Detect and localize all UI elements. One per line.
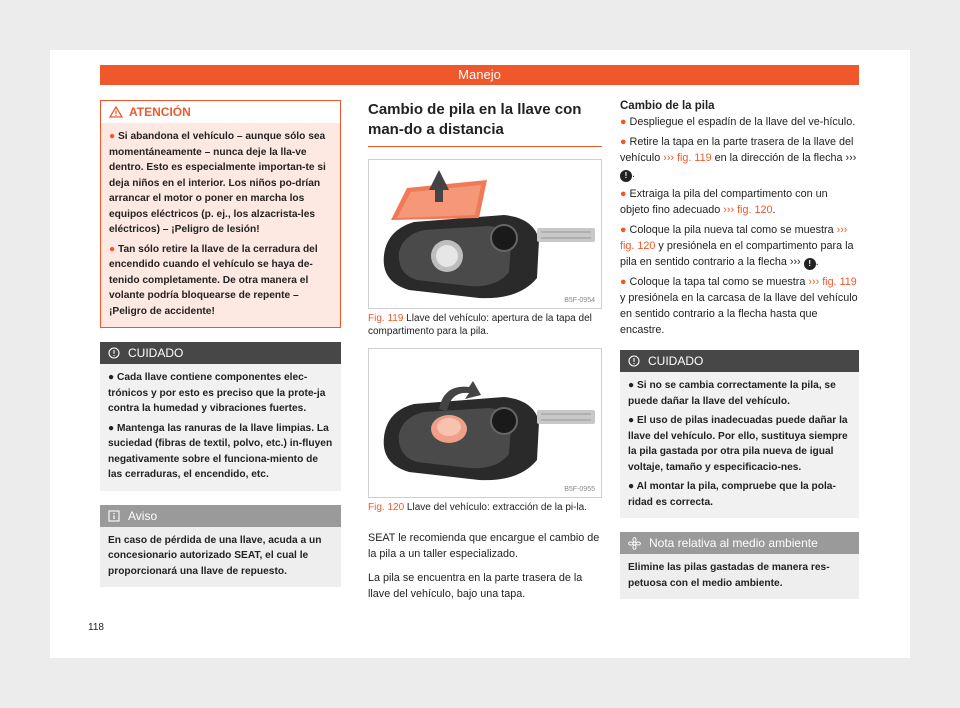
bullet-icon: ● — [620, 136, 630, 148]
step-item: ● Retire la tapa en la parte trasera de la llave del vehículo ››› fig. 119 en la dirección de la flecha ››› ! . — [620, 136, 857, 180]
notice-body — [100, 527, 341, 588]
key-battery-removal-illustration — [369, 349, 601, 497]
figure-number: Fig. 120 — [368, 502, 405, 513]
page-number: 118 — [88, 622, 104, 633]
flower-icon — [628, 537, 641, 550]
caution-item: ● Al montar la pila, compruebe que la pola-ridad es correcta. — [628, 481, 836, 508]
caution-box — [100, 342, 341, 491]
environment-box — [620, 532, 859, 599]
notice-box — [100, 505, 341, 588]
bullet-icon: ● — [108, 372, 117, 383]
environment-body — [620, 554, 859, 599]
figure-caption: Fig. 119 Llave del vehículo: apertura de la tapa del compartimento para la pila. — [368, 313, 592, 337]
figure-code: B5F-0954 — [564, 297, 595, 304]
caution-box — [620, 350, 859, 518]
caution-body — [100, 364, 341, 491]
figure-number: Fig. 119 — [368, 313, 404, 324]
subsection-title: Cambio de la pila — [620, 100, 715, 112]
bullet-icon: ● — [620, 276, 630, 288]
body-paragraph: La pila se encuentra en la parte trasera de la llave del vehículo, bajo una tapa. — [368, 572, 583, 600]
bullet-icon: ● — [628, 380, 637, 391]
caution-body — [620, 372, 859, 518]
environment-text: Elimine las pilas gastadas de manera res-petuosa con el medio ambiente. — [628, 562, 830, 589]
bullet-icon: ● — [108, 422, 117, 434]
figure-120 — [368, 348, 602, 498]
caution-title: CUIDADO — [128, 346, 184, 360]
info-circle-icon — [108, 347, 120, 359]
step-item: ● Coloque la pila nueva tal como se muestra ››› fig. 120 y presiónela en el compartimento para la pila en sentido contrario a la flecha ››› ! . — [620, 224, 854, 268]
figure-link[interactable]: ››› fig. 120 — [723, 204, 773, 216]
info-square-icon — [108, 510, 120, 522]
figure-link[interactable]: ››› fig. 119 — [663, 152, 712, 164]
column-left — [100, 100, 341, 587]
caution-item: ● Mantenga las ranuras de la llave limpias. La suciedad (fibras de textil, polvo, etc.) in-fluyen negativamente sobre el funciona-miento de las cerraduras, el encendido, etc. — [108, 422, 333, 480]
column-right — [620, 100, 859, 599]
figure-link[interactable]: ››› fig. 119 — [808, 276, 857, 288]
figure-code: B5F-0955 — [564, 486, 595, 493]
environment-title: Nota relativa al medio ambiente — [649, 536, 818, 550]
bullet-icon: ● — [628, 481, 637, 492]
section-title: Cambio de pila en la llave con man-do a distancia — [368, 100, 602, 147]
header-band — [100, 65, 859, 85]
figure-caption: Fig. 120 Llave del vehículo: extracción de la pi-la. — [368, 502, 588, 513]
step-item: ● Despliegue el espadín de la llave del ve-hículo. — [620, 116, 856, 128]
warning-box — [100, 100, 341, 328]
caution-item: ● Cada llave contiene componentes elec-trónicos y por esto es preciso que la prote-ja contra la humedad y vibraciones fuertes. — [108, 372, 326, 414]
bullet-icon: ● — [109, 131, 118, 142]
header-title: Manejo — [458, 67, 501, 82]
body-paragraph: SEAT le recomienda que encargue el cambio de la pila a un taller especializado. — [368, 532, 600, 560]
figure-119 — [368, 159, 602, 309]
bullet-icon: ● — [109, 243, 118, 255]
bullet-icon: ● — [620, 188, 630, 200]
notice-title: Aviso — [128, 508, 158, 523]
exclamation-icon: ! — [620, 170, 632, 182]
notice-text: En caso de pérdida de una llave, acuda a un concesionario autorizado SEAT, el cual le proporcionará una llave de repuesto. — [108, 534, 322, 577]
key-open-cover-illustration — [369, 160, 601, 308]
step-item: ● Coloque la tapa tal como se muestra ››› fig. 119 y presiónela en la carcasa de la llave del vehículo en sentido contrario a la flecha hasta que encastre. — [620, 276, 858, 336]
warning-title: ATENCIÓN — [129, 105, 191, 119]
bullet-icon: ● — [628, 415, 637, 426]
warning-body — [101, 123, 340, 327]
warning-item: ● Tan sólo retire la llave de la cerradura del encendido cuando el vehículo se haya de-tenido completamente. De otra manera el volante podría bloquearse de repente – ¡Peligro de accidente! — [109, 243, 318, 317]
caution-head — [620, 350, 859, 372]
caution-head — [100, 342, 341, 364]
warning-item: ● Si abandona el vehículo – aunque sólo sea momentáneamente – nunca deje la lla-ve dentro. Esto es especialmente importan-te si deja niños en el interior. Los niños po-drían arrancar el motor o poner en marcha los equipos eléctricos (p. ej., los alzacrista-les eléctricos) – ¡Peligro de lesión! — [109, 131, 326, 235]
step-item: ● Extraiga la pila del compartimento con un objeto fino adecuado ››› fig. 120. — [620, 188, 828, 216]
warning-head — [101, 101, 340, 123]
column-middle — [368, 100, 602, 610]
info-circle-icon — [628, 355, 640, 367]
bullet-icon: ● — [620, 224, 630, 236]
environment-head — [620, 532, 859, 554]
bullet-icon: ● — [620, 116, 630, 128]
figure-link[interactable]: ››› fig. 120 — [620, 224, 848, 252]
warning-triangle-icon — [109, 106, 123, 118]
caution-item: ● El uso de pilas inadecuadas puede dañar la llave del vehículo. Por ello, sustituya siempre la pila gastada por otra pila nueva de igual voltaje, tamaño y especificacio-nes. — [628, 415, 848, 473]
caution-item: ● Si no se cambia correctamente la pila, se puede dañar la llave del vehículo. — [628, 380, 836, 407]
exclamation-icon: ! — [804, 258, 816, 270]
notice-head — [100, 505, 341, 527]
caution-title: CUIDADO — [648, 354, 704, 368]
